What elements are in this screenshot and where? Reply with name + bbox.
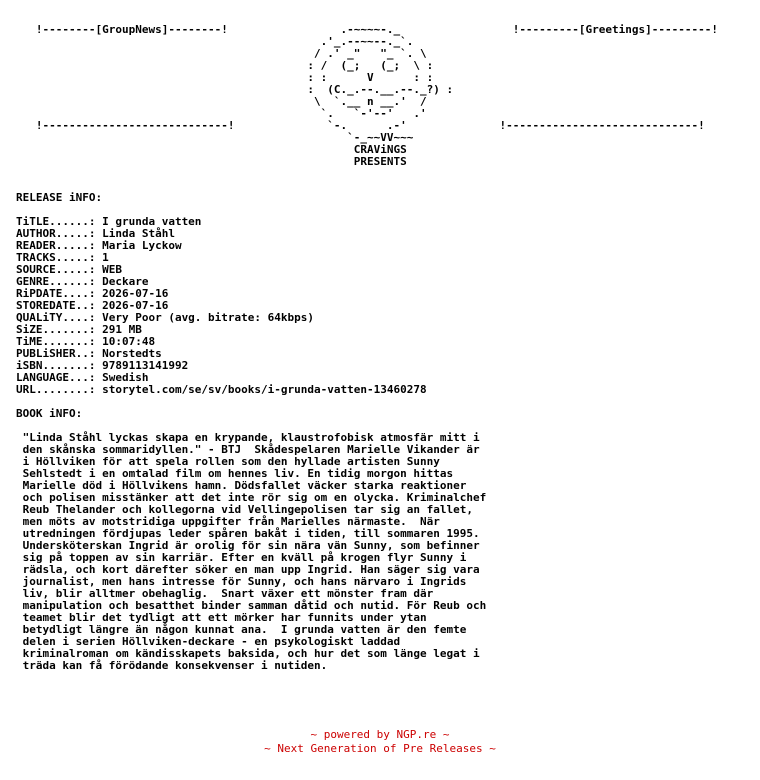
nfo-line: : (C._.--.__.--._?) :	[16, 83, 454, 96]
nfo-line: TiME.......: 10:07:48	[16, 335, 156, 348]
nfo-line: RELEASE iNFO:	[16, 191, 103, 204]
footer-tagline: ~ Next Generation of Pre Releases ~	[264, 742, 496, 755]
nfo-line: CRAViNGS	[16, 143, 407, 156]
nfo-line: !--------[GroupNews]--------! .-~~~~-._ !---------[Greetings]---------!	[16, 23, 718, 36]
footer-powered-by: ~ powered by NGP.re ~	[310, 728, 450, 741]
nfo-line: Sehlstedt i en omtalad film om hennes liv. En tidig morgon hittas	[16, 467, 454, 480]
nfo-line: : / (_; (_; \ :	[16, 59, 434, 72]
nfo-line: journalist, men hans intresse för Sunny, och hans närvaro i Ingrids	[16, 575, 467, 588]
nfo-line: PUBLiSHER..: Norstedts	[16, 347, 162, 360]
nfo-line: / .' _" "_ `. \	[16, 47, 427, 60]
nfo-line: `-_~~VV~~~	[16, 131, 414, 144]
nfo-line	[16, 396, 718, 408]
nfo-line: SiZE.......: 291 MB	[16, 323, 142, 336]
nfo-line: iSBN.......: 9789113141992	[16, 359, 189, 372]
nfo-line: QUALiTY....: Very Poor (avg. bitrate: 64kbps)	[16, 311, 315, 324]
nfo-line: teamet blir det tydligt att ett mörker har funnits under ytan	[16, 611, 427, 624]
nfo-text-block	[16, 12, 718, 672]
nfo-line: i Höllviken för att spela rollen som den hyllade artisten Sunny	[16, 455, 440, 468]
nfo-line: Reub Thelander och kollegorna vid Vellingepolisen tar sig an fallet,	[16, 503, 473, 516]
nfo-line: liv, blir alltmer obehaglig. Snart växer ett mönster fram där	[16, 587, 434, 600]
nfo-line	[16, 180, 718, 192]
nfo-line: : : V : :	[16, 71, 434, 84]
nfo-line: TRACKS.....: 1	[16, 251, 109, 264]
nfo-line: .'_.--~~--._`.	[16, 35, 414, 48]
nfo-line: PRESENTS	[16, 155, 407, 168]
nfo-line: `. `-'--' .'	[16, 107, 427, 120]
nfo-line: den skånska sommaridyllen." - BTJ Skådespelaren Marielle Vikander är	[16, 443, 480, 456]
nfo-line: AUTHOR.....: Linda Ståhl	[16, 227, 175, 240]
nfo-line: men möts av motstridiga uppgifter från Marielles närmaste. När	[16, 515, 440, 528]
nfo-line: !----------------------------! `-. .-' !-----------------------------!	[16, 119, 705, 132]
nfo-line: och polisen misstänker att det inte rör sig om en olycka. Kriminalchef	[16, 491, 487, 504]
nfo-line: utredningen fördjupas leder spåren bakåt i tiden, till sommaren 1995.	[16, 527, 480, 540]
nfo-line: RiPDATE....: 2026-07-16	[16, 287, 169, 300]
nfo-line	[16, 168, 718, 180]
nfo-line: sig på toppen av sin karriär. Efter en kväll på krogen flyr Sunny i	[16, 551, 467, 564]
nfo-line: GENRE......: Deckare	[16, 275, 149, 288]
nfo-line: \ `.__ n __.' /	[16, 95, 427, 108]
nfo-line: rädsla, och kort därefter söker en man upp Ingrid. Han säger sig vara	[16, 563, 480, 576]
nfo-line: Undersköterskan Ingrid är orolig för sin nära vän Sunny, som befinner	[16, 539, 480, 552]
nfo-line: betydligt längre än någon kunnat ana. I grunda vatten är den femte	[16, 623, 467, 636]
nfo-line: BOOK iNFO:	[16, 407, 83, 420]
nfo-line: LANGUAGE...: Swedish	[16, 371, 149, 384]
nfo-line: SOURCE.....: WEB	[16, 263, 122, 276]
nfo-line: träda kan få förödande konsekvenser i nutiden.	[16, 659, 328, 672]
nfo-line: "Linda Ståhl lyckas skapa en krypande, klaustrofobisk atmosfär mitt i	[16, 431, 480, 444]
nfo-line: kriminalroman om kändisskapets baksida, och hur det som länge legat i	[16, 647, 480, 660]
nfo-line: delen i serien Höllviken-deckare - en psykologiskt laddad	[16, 635, 401, 648]
nfo-line: STOREDATE..: 2026-07-16	[16, 299, 169, 312]
nfo-line: Marielle död i Höllvikens hamn. Dödsfallet väcker starka reaktioner	[16, 479, 467, 492]
nfo-line: manipulation och besatthet binder samman dåtid och nutid. För Reub och	[16, 599, 487, 612]
nfo-line: READER.....: Maria Lyckow	[16, 239, 182, 252]
nfo-line: TiTLE......: I grunda vatten	[16, 215, 202, 228]
nfo-line: URL........: storytel.com/se/sv/books/i-grunda-vatten-13460278	[16, 383, 427, 396]
